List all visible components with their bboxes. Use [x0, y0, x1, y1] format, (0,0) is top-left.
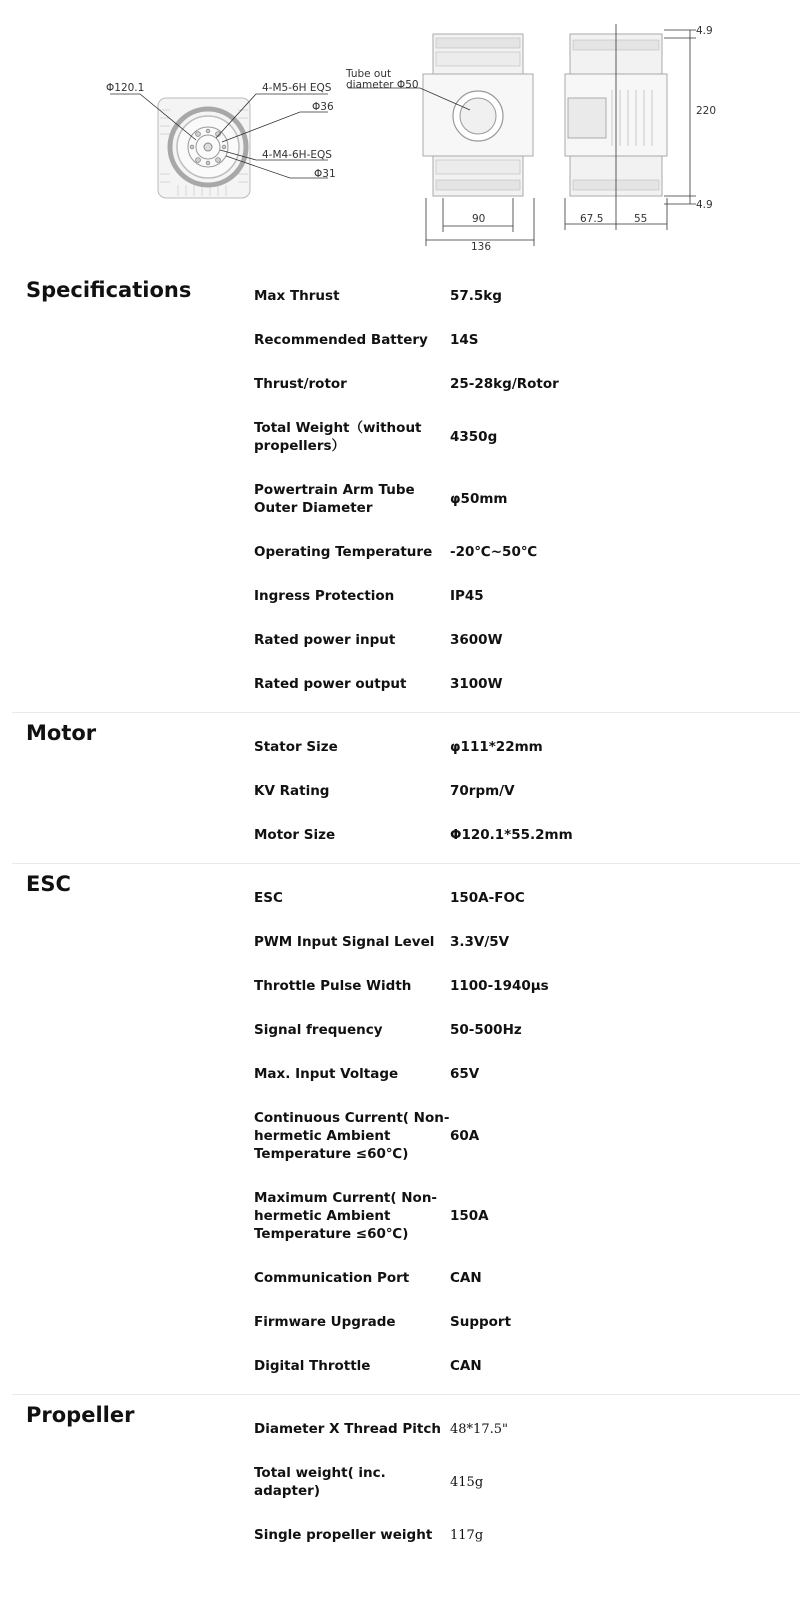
spec-row — [254, 769, 800, 813]
spec-value: 4350g — [450, 429, 498, 445]
dim-4-9-bottom: 4.9 — [696, 199, 713, 211]
spec-row — [254, 876, 800, 920]
spec-label: Firmware Upgrade — [254, 1314, 396, 1330]
spec-value: -20℃~50℃ — [450, 544, 538, 560]
spec-rows — [254, 1395, 800, 1563]
spec-label: Total weight( inc. adapter) — [254, 1465, 386, 1499]
spec-label: Max Thrust — [254, 288, 340, 304]
spec-row — [254, 1256, 800, 1300]
spec-value: 150A-FOC — [450, 890, 525, 906]
spec-label: Recommended Battery — [254, 332, 428, 348]
dim-phi-36: Φ36 — [312, 101, 334, 113]
dim-55: 55 — [634, 213, 648, 225]
spec-value: 3.3V/5V — [450, 934, 510, 950]
spec-row — [254, 1344, 800, 1388]
spec-row — [254, 468, 800, 530]
spec-rows — [254, 713, 800, 863]
spec-value: 48*17.5" — [450, 1421, 508, 1437]
spec-label: Stator Size — [254, 739, 338, 755]
spec-label: Signal frequency — [254, 1022, 383, 1038]
section-propeller — [12, 1395, 800, 1563]
spec-value: 14S — [450, 332, 479, 348]
section-title: Motor — [26, 721, 97, 745]
spec-value: 3600W — [450, 632, 503, 648]
spec-label: Maximum Current( Non-hermetic Ambient Temperature ≤60℃) — [254, 1190, 438, 1242]
dim-220: 220 — [696, 105, 717, 117]
spec-label: KV Rating — [254, 783, 330, 799]
spec-value: 25-28kg/Rotor — [450, 376, 559, 392]
spec-value: 70rpm/V — [450, 783, 515, 799]
spec-row — [254, 406, 800, 468]
spec-label: Operating Temperature — [254, 544, 433, 560]
spec-value: 1100-1940μs — [450, 978, 549, 994]
spec-row — [254, 1513, 800, 1557]
section-title: Specifications — [26, 278, 192, 302]
spec-row — [254, 362, 800, 406]
spec-label: Ingress Protection — [254, 588, 395, 604]
spec-row — [254, 618, 800, 662]
section-motor — [12, 713, 800, 864]
section-title: ESC — [26, 872, 71, 896]
spec-row — [254, 1176, 800, 1256]
spec-row — [254, 574, 800, 618]
spec-row — [254, 530, 800, 574]
spec-label: Total Weight（without propellers） — [254, 420, 422, 454]
spec-label: Diameter X Thread Pitch — [254, 1421, 441, 1437]
spec-row — [254, 1300, 800, 1344]
spec-value: φ50mm — [450, 491, 508, 507]
spec-row — [254, 1407, 800, 1451]
spec-value: IP45 — [450, 588, 484, 604]
dim-m4-threads: 4-M4-6H-EQS — [262, 149, 332, 161]
spec-row — [254, 318, 800, 362]
spec-value: 117g — [450, 1527, 484, 1543]
dim-136: 136 — [471, 241, 492, 253]
spec-rows — [254, 270, 800, 712]
spec-value: Φ120.1*55.2mm — [450, 827, 573, 843]
dim-90: 90 — [472, 213, 486, 225]
section-specifications — [12, 270, 800, 713]
spec-label: Continuous Current( Non-hermetic Ambient Temperature ≤60℃) — [254, 1110, 450, 1162]
spec-value: 50-500Hz — [450, 1022, 522, 1038]
spec-value: 415g — [450, 1474, 484, 1490]
spec-value: 60A — [450, 1128, 480, 1144]
spec-sections — [0, 270, 800, 1563]
spec-row — [254, 964, 800, 1008]
spec-label: Max. Input Voltage — [254, 1066, 399, 1082]
spec-value: 3100W — [450, 676, 503, 692]
dimension-drawing-svg — [0, 0, 800, 260]
spec-label: ESC — [254, 890, 283, 906]
tube-label-line1: Tube out — [346, 68, 392, 80]
spec-row — [254, 1451, 800, 1513]
dim-67-5: 67.5 — [580, 213, 604, 225]
motor-top-view — [158, 98, 250, 198]
dim-4-9-top: 4.9 — [696, 25, 713, 37]
spec-row — [254, 725, 800, 769]
technical-drawing — [0, 0, 800, 260]
section-esc — [12, 864, 800, 1395]
section-title: Propeller — [26, 1403, 135, 1427]
motor-front-view — [423, 34, 533, 196]
spec-value: 150A — [450, 1208, 489, 1224]
spec-value: 65V — [450, 1066, 480, 1082]
spec-label: Digital Throttle — [254, 1358, 371, 1374]
spec-row — [254, 662, 800, 706]
spec-row — [254, 1052, 800, 1096]
spec-row — [254, 274, 800, 318]
spec-label: Throttle Pulse Width — [254, 978, 412, 994]
spec-label: Thrust/rotor — [254, 376, 347, 392]
spec-label: Powertrain Arm Tube Outer Diameter — [254, 482, 415, 516]
spec-label: Rated power input — [254, 632, 396, 648]
spec-value: CAN — [450, 1358, 482, 1374]
spec-label: PWM Input Signal Level — [254, 934, 435, 950]
spec-value: φ111*22mm — [450, 739, 543, 755]
dim-m5-threads: 4-M5-6H EQS — [262, 82, 332, 94]
spec-value: 57.5kg — [450, 288, 502, 304]
spec-label: Motor Size — [254, 827, 336, 843]
spec-label: Rated power output — [254, 676, 407, 692]
spec-value: Support — [450, 1314, 512, 1330]
tube-label-line2: diameter Φ50 — [346, 79, 419, 91]
spec-row — [254, 920, 800, 964]
spec-row — [254, 1008, 800, 1052]
spec-label: Communication Port — [254, 1270, 410, 1286]
spec-rows — [254, 864, 800, 1394]
dim-phi-31: Φ31 — [314, 168, 336, 180]
spec-label: Single propeller weight — [254, 1527, 433, 1543]
spec-row — [254, 813, 800, 857]
dim-phi-120: Φ120.1 — [106, 82, 145, 94]
spec-row — [254, 1096, 800, 1176]
spec-value: CAN — [450, 1270, 482, 1286]
